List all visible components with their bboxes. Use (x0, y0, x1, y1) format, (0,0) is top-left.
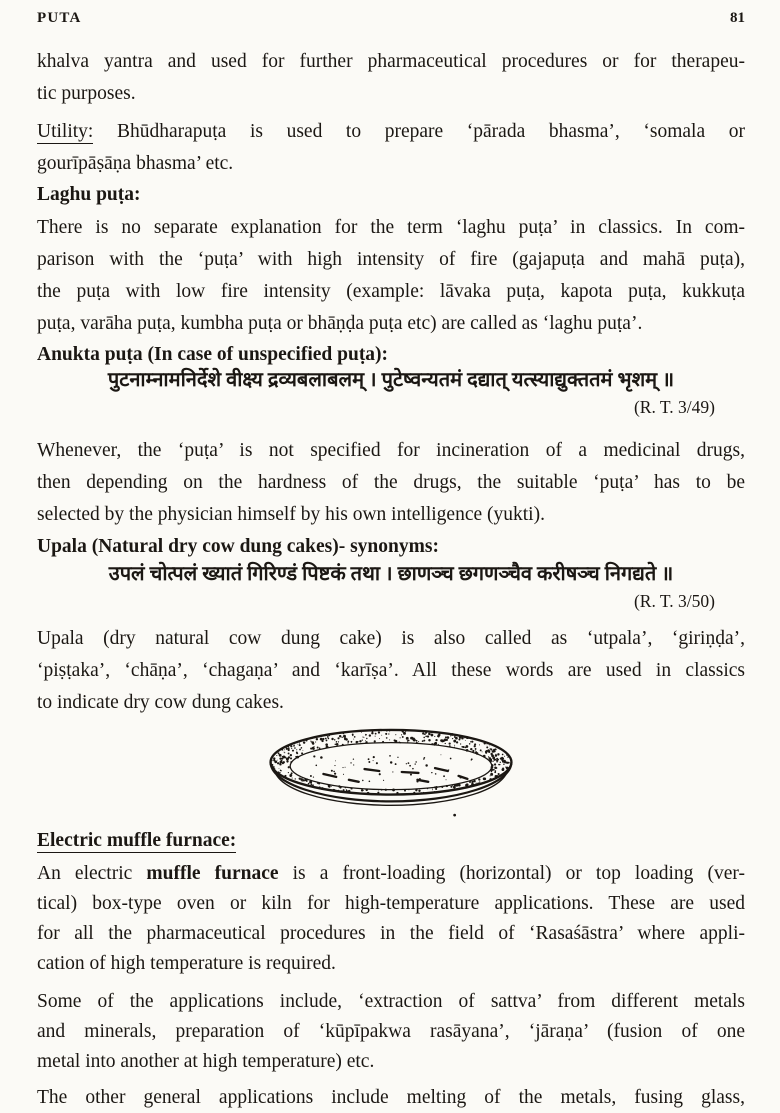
furnace-heading-text: Electric muffle furnace: (37, 830, 237, 851)
text-line: parison with the ‘puṭa’ with high intensity of fire (gajapuṭa and mahā puṭa), (37, 249, 745, 270)
section-heading-anukta-puta: Anukta puṭa (In case of unspecified puṭa): (37, 344, 389, 365)
paragraph-utility (37, 116, 745, 180)
text-span: is a front-loading (horizontal) or top loading (ver- (278, 863, 745, 884)
paragraph-other-applications (37, 1083, 745, 1113)
text-line: The other general applications include melting of the metals, fusing glass, (37, 1087, 745, 1108)
text-line: khalva yantra and used for further pharmaceutical procedures or for therapeu- (37, 51, 745, 72)
bold-term: muffle furnace (146, 863, 279, 884)
text-line: gourīpāṣāṇa bhasma’ etc. (37, 153, 234, 174)
text-span: An electric (37, 863, 147, 884)
text-line: then depending on the hardness of the drugs, the suitable ‘puṭa’ has to be (37, 472, 745, 493)
text-line: and minerals, preparation of ‘kūpīpakwa rasāyana’, ‘jāraṇa’ (fusion of one (37, 1021, 745, 1042)
paragraph-laghu-puta (37, 212, 745, 340)
section-heading-laghu-puta: Laghu puṭa: (37, 184, 141, 205)
text-line: tic purposes. (37, 83, 136, 104)
paragraph-applications (37, 987, 745, 1077)
text-line: to indicate dry cow dung cakes. (37, 692, 284, 713)
running-title: PUTA (37, 10, 82, 26)
paragraph-khalva (37, 46, 745, 110)
paragraph-muffle-furnace (37, 859, 745, 979)
text-line: ‘piṣṭaka’, ‘chāṇa’, ‘chagaṇa’ and ‘karīṣa’. All these words are used in classics (37, 660, 745, 681)
text-line (37, 116, 745, 148)
text-line: cation of high temperature is required. (37, 953, 336, 974)
text-line: Whenever, the ‘puṭa’ is not specified for incineration of a medicinal drugs, (37, 440, 745, 461)
text-line: tical) box-type oven or kiln for high-temperature applications. These are used (37, 893, 745, 914)
section-heading-electric-muffle-furnace (37, 829, 745, 853)
text-line: Upala (dry natural cow dung cake) is also called as ‘utpala’, ‘giriṇḍa’, (37, 628, 745, 649)
verse-citation: (R. T. 3/50) (633, 591, 715, 611)
page-number: 81 (730, 10, 745, 26)
verse-citation: (R. T. 3/49) (633, 397, 715, 417)
utility-text: Bhūdharapuṭa is used to prepare ‘pārada bhasma’, ‘somala or (93, 121, 745, 142)
cow-dung-cake-illustration (260, 725, 522, 819)
text-line: for all the pharmaceutical procedures in the field of ‘Rasaśāstra’ where appli- (37, 923, 745, 944)
text-line (37, 859, 745, 889)
text-line: There is no separate explanation for the term ‘laghu puṭa’ in classics. In com- (37, 217, 745, 238)
paragraph-whenever (37, 435, 745, 531)
sanskrit-verse: पुटनाम्नामनिर्देशे वीक्ष्य द्रव्यबलाबलम् । पुटेष्वन्यतमं दद्यात् यत्स्याद्युक्ततमं भृशम् ॥ (107, 369, 675, 391)
page-header (37, 8, 745, 28)
text-line: puṭa, varāha puṭa, kumbha puṭa or bhāṇḍa puṭa etc) are called as ‘laghu puṭa’. (37, 313, 643, 334)
text-line: Some of the applications include, ‘extraction of sattva’ from different metals (37, 991, 745, 1012)
section-heading-upala-synonyms: Upala (Natural dry cow dung cakes)- synonyms: (37, 536, 439, 557)
sanskrit-verse: उपलं चोत्पलं ख्यातं गिरिण्डं पिष्टकं तथा । छाणञ्च छगणञ्चैव करीषञ्च निगद्यते ॥ (108, 563, 674, 585)
text-line: the puṭa with low fire intensity (example: lāvaka puṭa, kapota puṭa, kukkuṭa (37, 281, 745, 302)
utility-label: Utility: (37, 121, 94, 142)
text-line: selected by the physician himself by his own intelligence (yukti). (37, 504, 545, 525)
paragraph-upala-synonyms (37, 623, 745, 719)
text-line: metal into another at high temperature) etc. (37, 1051, 375, 1072)
